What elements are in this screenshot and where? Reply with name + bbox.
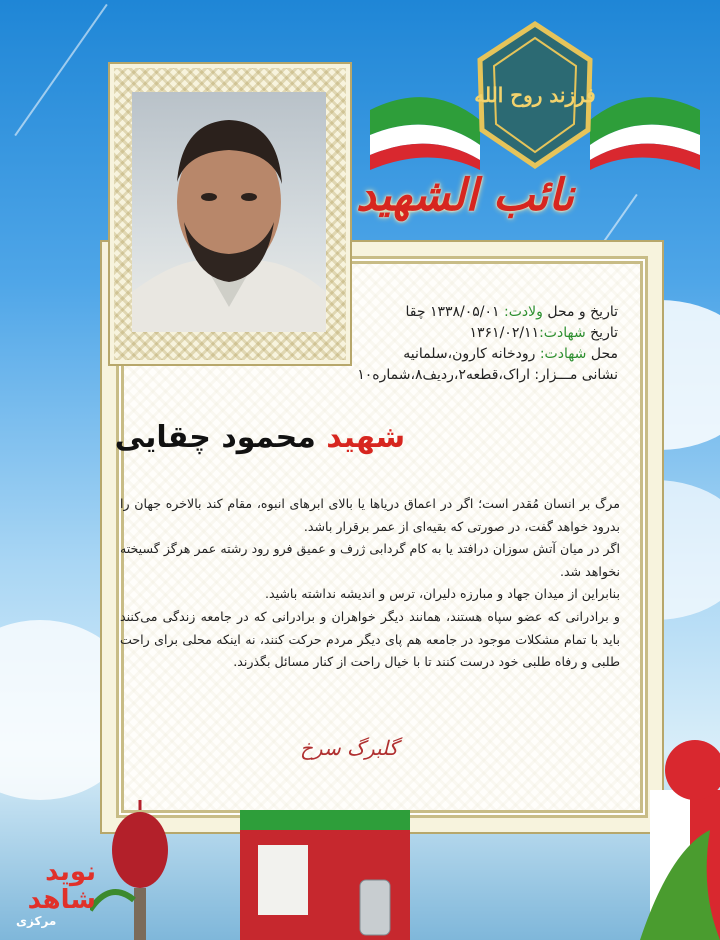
bio-paragraph: و برادرانی که عضو سپاه هستند، همانند دیگر خواهران و برادرانی که در جامعه زندگی می‌کنند باید با تمام مشکلات موجود در جامعه هم پای دیگر مردم حرکت کنند، نه اینکه محلی برای راحت طلبی و رفاه طلبی خود درست کنند تا با خیال راحت از کنار مسائل بگذرند.	[120, 608, 620, 670]
martyrdom-date-row	[0, 323, 618, 344]
birth-value: ۱۳۳۸/۰۵/۰۱ چقا	[405, 304, 504, 320]
martyrdom-date-highlight: شهادت:	[539, 325, 586, 341]
name-prefix: شهید	[315, 420, 406, 455]
portrait-photo	[132, 92, 326, 332]
bio-paragraph: بنابراین از میدان جهاد و مبارزه دلیران، ترس و اندیشه نداشته باشید.	[264, 586, 620, 602]
martyrdom-date-label: تاریخ	[585, 325, 618, 341]
light-streak	[14, 4, 107, 136]
grave-label: نشانی مـــزار:	[529, 367, 618, 383]
bio-paragraph: اگر در میان آتش سوزان درافتد یا به کام گردابی ژرف و عمیق فرو رود رشته عمر هرگز گسیخته نخواهد شد.	[120, 541, 620, 579]
martyrdom-place-label: محل	[586, 346, 618, 362]
brand-sub: مرکزی	[16, 914, 57, 928]
portrait-figure	[132, 92, 326, 332]
martyrdom-date-value: ۱۳۶۱/۰۲/۱۱	[469, 325, 540, 341]
naeb-shahid-title: نائب الشهید	[356, 170, 574, 221]
brand-main: نوید شاهد	[27, 857, 96, 915]
birth-highlight: ولادت:	[504, 304, 543, 320]
coffin-flag	[240, 800, 410, 940]
signature: گلبرگ سرخ	[300, 736, 399, 760]
tulip-monument	[90, 800, 190, 940]
birth-row	[0, 302, 618, 323]
navid-shahed-logo	[16, 858, 96, 928]
martyrdom-place-row	[0, 344, 618, 365]
emblem-text: فرزند روح الله	[474, 83, 596, 107]
grave-row	[0, 365, 618, 386]
bio-text	[120, 493, 620, 674]
birth-label: تاریخ و محل	[542, 304, 618, 320]
martyrdom-place-value: رودخانه کارون،سلمانیه	[403, 346, 540, 362]
info-block	[0, 302, 618, 386]
flag-right	[640, 730, 720, 940]
grave-value: اراک،قطعه۲،ردیف۸،شماره۱۰	[357, 367, 530, 383]
emblem-logo	[470, 20, 600, 170]
martyr-name	[0, 420, 520, 455]
bio-paragraph: مرگ بر انسان مُقدر است؛ اگر در اعماق دریاها یا بالای ابرهای انبوه، مقام کند بالاخره جهان را بدرود خواهد گفت، در صورتی که بقیه‌ای از عمر برقرار باشد.	[120, 496, 620, 534]
name-full: محمود چقایی	[114, 420, 316, 455]
martyrdom-place-highlight: شهادت:	[539, 346, 587, 362]
